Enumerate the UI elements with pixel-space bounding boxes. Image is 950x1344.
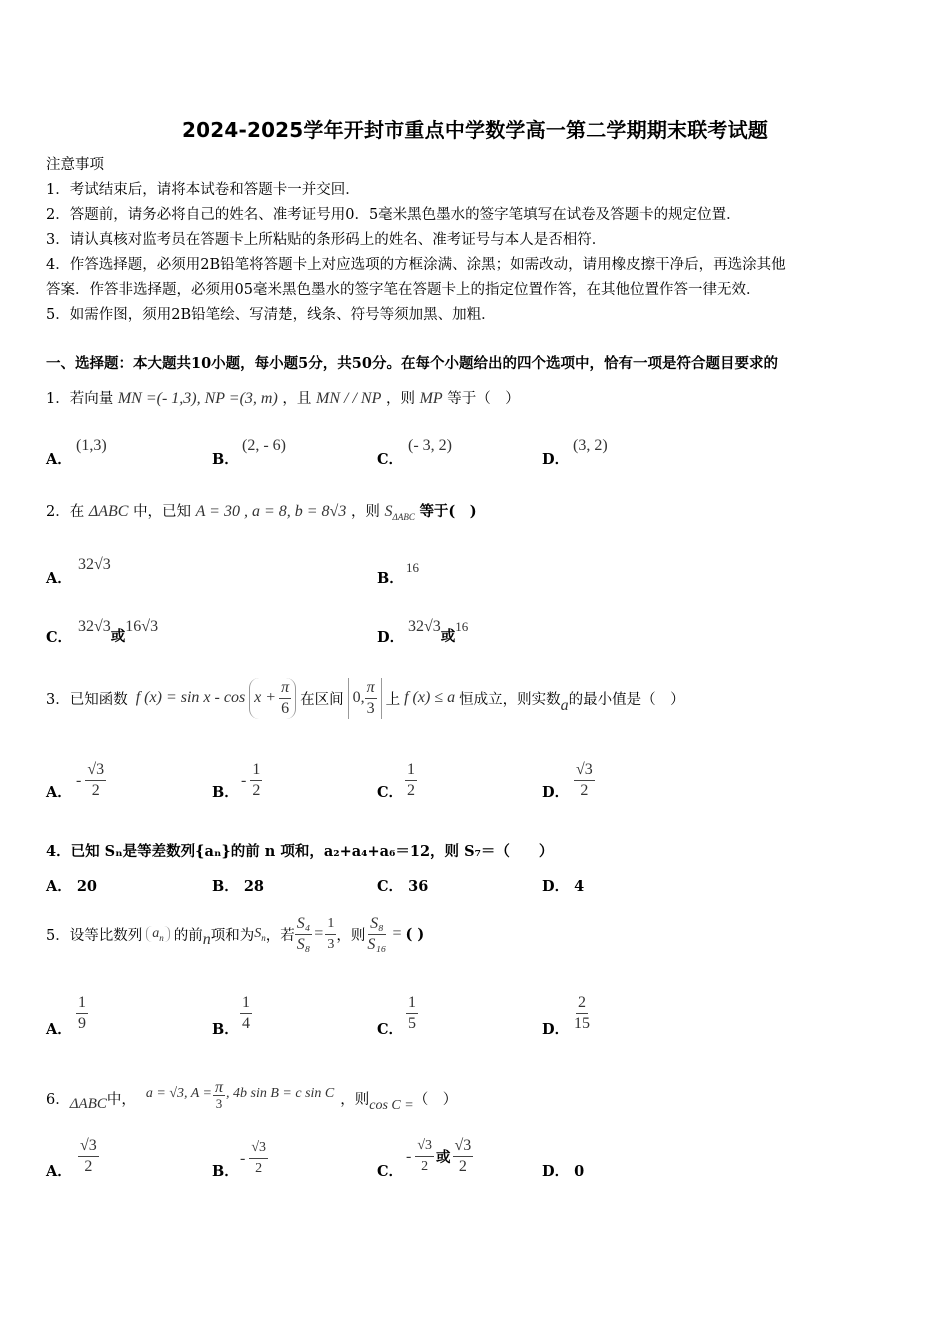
option-value: 28 <box>243 878 265 895</box>
frac-den: 2 <box>91 782 100 799</box>
q6-text: 中， <box>106 1092 136 1108</box>
q2-option-d-value <box>408 615 469 645</box>
q6-b-sign: - <box>240 1149 246 1167</box>
option-label: C． <box>377 878 404 895</box>
q5-d-frac <box>572 993 592 1034</box>
q5-option-a[interactable] <box>46 1018 72 1039</box>
q2-option-d-part: 16 <box>455 619 469 634</box>
q1-text: ，且 <box>282 391 312 407</box>
option-label: A． <box>46 878 72 895</box>
question-4: 4．已知 Sₙ是等差数列{aₙ}的前 n 项和，a₂+a₄+a₆＝12，则 S₇＝（ ） <box>46 843 554 860</box>
option-value: 0 <box>574 1163 585 1180</box>
q5-text: ，则 <box>336 927 366 944</box>
frac-den: 3 <box>327 936 335 952</box>
option-label: B． <box>212 784 239 801</box>
frac-den: 2 <box>255 1161 263 1176</box>
frac-num: π <box>215 1079 224 1096</box>
frac-num: 1 <box>406 993 418 1014</box>
question-5 <box>46 908 424 960</box>
q6-option-a-value <box>78 1136 99 1177</box>
option-label: B． <box>212 451 239 468</box>
q5-a-frac <box>76 993 88 1034</box>
frac-num: 1 <box>325 914 336 935</box>
q5-option-b-value <box>240 993 252 1034</box>
q6-triangle: ΔABC <box>69 1096 107 1112</box>
q1-option-b[interactable] <box>212 448 239 469</box>
q2-number: 2．在 <box>46 504 85 520</box>
option-label: C． <box>377 784 404 801</box>
q6-option-b[interactable] <box>212 1160 239 1181</box>
frac-num: √3 <box>249 1138 268 1159</box>
q5-text: 项和为 <box>210 927 255 944</box>
q2-option-a-value: 32√3 <box>78 556 111 573</box>
option-value: 4 <box>574 878 585 895</box>
option-label: A． <box>46 1163 72 1180</box>
frac-den: 2 <box>84 1158 93 1175</box>
q5-b-frac <box>240 993 252 1034</box>
frac-num: √3 <box>574 760 595 781</box>
q2-text: ，则 <box>350 504 380 520</box>
q5-n: n <box>202 931 211 948</box>
frac-den: 2 <box>580 782 589 799</box>
q5-fraction-3 <box>365 914 388 955</box>
q3-frac-den: 3 <box>366 699 375 717</box>
question-2 <box>46 500 477 522</box>
q3-c-frac <box>405 760 417 801</box>
q5-sn <box>254 926 266 943</box>
q3-a: a <box>560 697 569 714</box>
q3-option-a-value <box>76 760 106 801</box>
note-item: 答案．作答非选择题，必须用05毫米黑色墨水的签字笔在答题卡上的指定位置作答，在其他位置作答一律无效． <box>46 282 761 298</box>
frac-den: 2 <box>252 782 261 799</box>
q2-or: 或 <box>110 628 126 645</box>
option-label: A． <box>46 1021 72 1038</box>
frac-den: 2 <box>458 1158 467 1175</box>
q3-interval <box>348 678 382 719</box>
q6-condition-2: , 4b sin B = c sin C <box>226 1086 335 1101</box>
q2-option-a[interactable] <box>46 567 72 588</box>
q5-sn-s: S <box>254 925 262 941</box>
q3-frac-num: π <box>279 678 291 699</box>
frac-den: 4 <box>242 1015 250 1032</box>
q3-a-frac <box>85 760 106 801</box>
q3-inequality: f (x) ≤ a <box>404 689 456 706</box>
q2-text: 等于( ) <box>419 503 477 520</box>
q1-text: 等于（ ） <box>447 391 520 407</box>
frac-den: 3 <box>215 1096 223 1111</box>
q3-text: 上 <box>385 691 401 708</box>
q1-option-a-value: (1,3) <box>76 437 107 454</box>
frac-num: 1 <box>250 760 262 781</box>
q3-frac-num: π <box>365 678 377 699</box>
q3-option-c-value <box>405 760 417 801</box>
q2-option-c-value <box>78 615 159 645</box>
q4-option-d[interactable] <box>542 875 584 896</box>
q3-a-sign: - <box>76 771 82 789</box>
q2-or: 或 <box>440 628 456 645</box>
frac-den: 5 <box>408 1015 416 1032</box>
option-label: C． <box>377 1163 404 1180</box>
q3-arg: x + <box>254 689 277 706</box>
q2-triangle: ΔABC <box>88 503 129 520</box>
q1-option-d-value: (3, 2) <box>573 437 608 454</box>
q1-option-b-value: (2, - 6) <box>242 437 286 454</box>
q5-seq-a: a <box>152 925 160 941</box>
q1-mp: MP <box>419 390 443 407</box>
q6-option-c[interactable] <box>377 1160 403 1181</box>
option-label: B． <box>212 1021 239 1038</box>
q5-text: ，若 <box>265 927 295 944</box>
q3-frac-den: 6 <box>281 699 290 717</box>
frac-num: S₄ <box>295 914 313 935</box>
q6-option-a[interactable] <box>46 1160 72 1181</box>
frac-num: √3 <box>78 1136 99 1157</box>
q5-option-d-value <box>572 993 592 1034</box>
frac-den: S₁₆ <box>367 935 387 953</box>
q6-a-frac <box>78 1136 99 1177</box>
q3-option-c[interactable] <box>377 781 403 802</box>
frac-num: 1 <box>76 993 88 1014</box>
q6-b-frac <box>249 1138 268 1179</box>
note-item: 4．作答选择题，必须用2B铅笔将答题卡上对应选项的方框涂满、涂黑；如需改动，请用橡皮擦干净后，再选涂其他 <box>46 257 786 273</box>
q1-option-c-value: (- 3, 2) <box>408 437 452 454</box>
q5-seq-sub: n <box>159 932 164 943</box>
option-label: D． <box>542 878 570 895</box>
q6-or: 或 <box>436 1149 451 1166</box>
q6-condition-1: a = √3, A = <box>145 1086 212 1101</box>
frac-num: √3 <box>85 760 106 781</box>
q2-option-d-part: 32√3 <box>408 618 441 635</box>
q1-option-a[interactable] <box>46 448 72 469</box>
frac-den: 2 <box>421 1159 429 1174</box>
q3-interval-start: 0, <box>352 689 365 706</box>
q3-option-d[interactable] <box>542 781 569 802</box>
q3-option-d-value <box>574 760 595 801</box>
q2-option-b-value: 16 <box>406 560 419 575</box>
frac-num: 2 <box>576 993 588 1014</box>
section-heading: 一、选择题：本大题共10小题，每小题5分，共50分。在每个小题给出的四个选项中，恰有一项是符合题目要求的 <box>46 355 778 372</box>
page-title: 2024-2025学年开封市重点中学数学高一第二学期期末联考试题 <box>181 118 769 142</box>
frac-den: 2 <box>407 782 415 799</box>
option-label: D． <box>542 784 570 801</box>
q1-parallel: MN / / NP <box>316 390 382 407</box>
option-label: D． <box>542 1163 570 1180</box>
q6-option-b-value <box>240 1138 268 1179</box>
q6-option-d[interactable] <box>542 1160 584 1181</box>
option-label: D． <box>542 1021 570 1038</box>
frac-den: 15 <box>574 1015 590 1032</box>
note-item: 5．如需作图，须用2B铅笔绘、写清楚，线条、符号等须加黑、加粗． <box>46 307 496 323</box>
q6-c-sign: - <box>406 1147 412 1165</box>
option-label: A． <box>46 451 72 468</box>
q3-b-frac <box>250 760 262 801</box>
q5-number: 5．设等比数列 <box>46 927 143 944</box>
q3-b-sign: - <box>241 771 247 789</box>
option-label: B． <box>377 570 404 587</box>
q1-option-c[interactable] <box>377 448 403 469</box>
q2-condition: A = 30 , a = 8, b = 8√3 <box>195 503 347 520</box>
q6-cos: cos C = <box>369 1098 414 1113</box>
q1-option-d[interactable] <box>542 448 569 469</box>
note-item: 1．考试结束后，请将本试卷和答题卡一并交回． <box>46 182 360 198</box>
q5-option-b[interactable] <box>212 1018 239 1039</box>
option-label: C． <box>377 451 404 468</box>
q3-fraction <box>279 678 291 719</box>
option-label: C． <box>377 1021 404 1038</box>
q2-option-d[interactable] <box>377 626 404 647</box>
q2-option-c-part: 16√3 <box>125 618 159 635</box>
q5-option-c[interactable] <box>377 1018 403 1039</box>
q2-option-c[interactable] <box>46 626 72 647</box>
question-3 <box>46 674 685 722</box>
question-6 <box>46 1080 457 1120</box>
option-label: B． <box>212 1163 239 1180</box>
option-value: 36 <box>408 878 429 895</box>
q2-area <box>384 503 415 523</box>
q3-interval-fraction <box>365 678 377 719</box>
option-label: A． <box>46 570 72 587</box>
q5-option-c-value <box>406 993 418 1034</box>
q2-option-b[interactable] <box>377 567 404 588</box>
q5-sn-sub: n <box>261 932 266 943</box>
question-1 <box>46 387 520 408</box>
option-value: 20 <box>76 878 98 895</box>
q5-sequence <box>146 926 170 943</box>
q2-area-s: S <box>384 503 393 520</box>
notes-heading: 注意事项 <box>46 157 104 173</box>
frac-den: 9 <box>78 1015 86 1032</box>
frac-num: 1 <box>240 993 252 1014</box>
q4-option-b[interactable] <box>212 875 264 896</box>
q1-number: 1．若向量 <box>46 391 114 407</box>
q5-equals: = <box>314 925 324 942</box>
q3-text: 恒成立，则实数 <box>459 691 561 708</box>
q3-option-a[interactable] <box>46 781 72 802</box>
option-label: A． <box>46 784 72 801</box>
q5-fraction-1 <box>295 914 313 955</box>
q3-option-b[interactable] <box>212 781 239 802</box>
q2-text: 中，已知 <box>133 504 192 520</box>
frac-num: √3 <box>415 1136 434 1157</box>
option-label: D． <box>542 451 570 468</box>
q3-text: 在区间 <box>300 691 344 708</box>
q2-option-c-part: 32√3 <box>78 618 111 635</box>
q6-fraction <box>213 1080 225 1111</box>
q3-option-b-value <box>241 760 262 801</box>
frac-num: S₈ <box>368 914 386 935</box>
q1-vectors: MN =(- 1,3), NP =(3, m) <box>117 390 278 407</box>
q5-c-frac <box>406 993 418 1034</box>
option-label: D． <box>377 629 405 646</box>
q5-text: 的前 <box>173 927 203 944</box>
q5-text: ( ) <box>405 925 425 943</box>
frac-den: S₈ <box>296 935 311 953</box>
q4-option-a[interactable] <box>46 875 97 896</box>
q6-text: ，则 <box>340 1092 370 1108</box>
q6-c-frac-2 <box>453 1136 474 1177</box>
q2-area-sub: ΔABC <box>392 512 415 523</box>
q3-number: 3．已知函数 <box>46 691 128 708</box>
q6-number: 6． <box>46 1092 70 1108</box>
q5-equals: = <box>392 925 402 942</box>
q1-text: ，则 <box>385 391 415 407</box>
option-label: C． <box>46 629 73 646</box>
q3-paren <box>249 678 296 719</box>
frac-num: √3 <box>453 1136 474 1157</box>
q5-option-d[interactable] <box>542 1018 569 1039</box>
q3-function: f (x) = sin x - cos <box>135 689 246 706</box>
note-item: 3．请认真核对监考员在答题卡上所粘贴的条形码上的姓名、准考证号与本人是否相符． <box>46 232 607 248</box>
q3-text: 的最小值是（ ） <box>568 691 685 708</box>
option-label: B． <box>212 878 239 895</box>
q4-option-c[interactable] <box>377 875 428 896</box>
q6-c-frac-1 <box>415 1136 434 1177</box>
q6-text: （ ） <box>413 1092 458 1108</box>
note-item: 2．答题前，请务必将自己的姓名、准考证号用0．5毫米黑色墨水的签字笔填写在试卷及答题卡的规定位置． <box>46 207 741 223</box>
q6-option-c-value <box>406 1136 473 1177</box>
q3-d-frac <box>574 760 595 801</box>
q5-option-a-value <box>76 993 88 1034</box>
q5-fraction-2 <box>325 914 336 955</box>
frac-num: 1 <box>405 760 417 781</box>
